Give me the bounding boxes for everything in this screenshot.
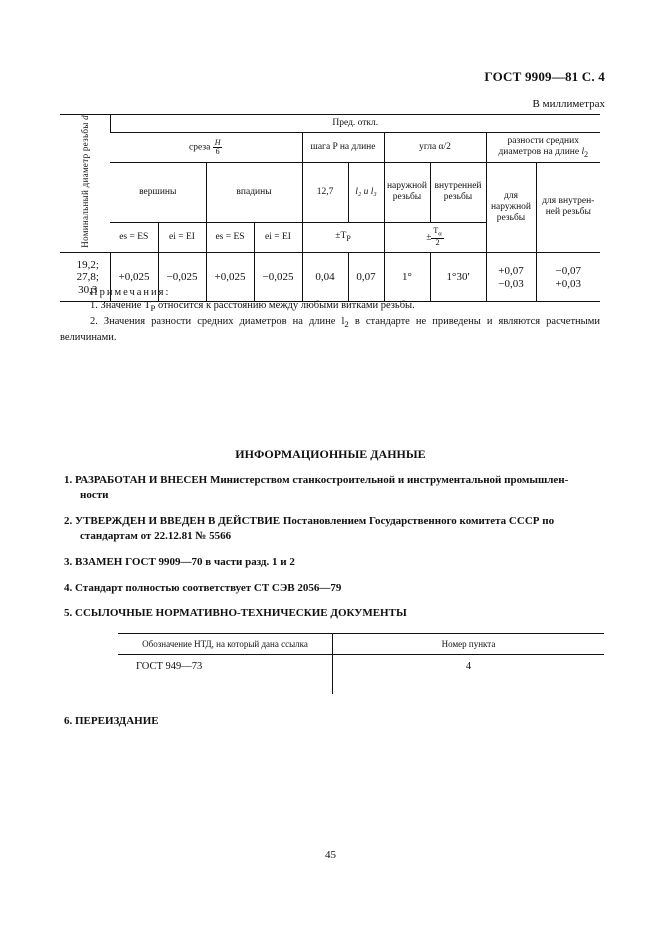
info-item-6: 6. ПЕРЕИЗДАНИЕ xyxy=(64,715,159,727)
vpadiny-ei: ei = EI xyxy=(254,222,302,252)
cell-shag-127: 0,04 xyxy=(302,252,348,301)
diameter-header: Номинальный диаметр резьбы d xyxy=(60,115,110,253)
info-item-4: 4. Стандарт полностью соответствует СТ СЭВ 2056—79 xyxy=(64,582,342,594)
page-header: ГОСТ 9909—81 С. 4 xyxy=(484,69,605,84)
cell-ugla-nar: 1° xyxy=(384,252,430,301)
vershiny-ei: ei = EI xyxy=(158,222,206,252)
notes xyxy=(60,286,600,344)
vershiny-header: вершины xyxy=(110,163,206,223)
ref-col-doc: Обозначение НТД, на который дана ссылка xyxy=(118,634,333,655)
shag-127: 12,7 xyxy=(302,163,348,223)
tolerance-table xyxy=(60,114,600,302)
cell-shag-l2l3: 0,07 xyxy=(348,252,384,301)
cell-vershiny-es: +0,025 xyxy=(110,252,158,301)
cell-razn-vnutr: −0,07 +0,03 xyxy=(536,252,600,301)
cell-vpadiny-ei: −0,025 xyxy=(254,252,302,301)
vpadiny-es: es = ES xyxy=(206,222,254,252)
note-2: 2. Значения разности средних диаметров на длине $l_2$ в стандарте не приведены и являются расчетными величинами. xyxy=(60,316,600,344)
ref-col-point: Номер пункта xyxy=(333,634,605,655)
cell-ugla-vnutr: 1°30' xyxy=(430,252,486,301)
razn-nar: для наружной резьбы xyxy=(486,163,536,253)
info-title: ИНФОРМАЦИОННЫЕ ДАННЫЕ xyxy=(235,447,426,461)
razn-vnutr: для внутрен-ней резьбы xyxy=(536,163,600,253)
cell-vershiny-ei: −0,025 xyxy=(158,252,206,301)
shag-header: шага P на длине xyxy=(302,133,384,163)
ugla-vnutr: внутренней резьбы xyxy=(430,163,486,223)
ugla-header: угла α/2 xyxy=(384,133,486,163)
shag-l2l3: l₂ и l₃ xyxy=(348,163,384,223)
info-item-3: 3. ВЗАМЕН ГОСТ 9909—70 в части разд. 1 и 2 xyxy=(64,556,295,568)
shag-tol: $\pm T_P$ xyxy=(302,222,384,252)
pred-header: Пред. откл. xyxy=(110,115,600,133)
ugla-nar: наружной резьбы xyxy=(384,163,430,223)
cell-razn-nar: +0,07 −0,03 xyxy=(486,252,536,301)
units-label: В миллиметрах xyxy=(532,98,605,110)
info-item-1: 1. РАЗРАБОТАН И ВНЕСЕН Министерством станкостроительной и инструментальной промышлен- ности xyxy=(64,474,569,501)
raznosti-header: разности средних диаметров на длине $l_2$ xyxy=(486,133,600,163)
info-item-2: 2. УТВЕРЖДЕН И ВВЕДЕН В ДЕЙСТВИЕ Постановлением Государственного комитета СССР по стандартам от 22.12.81 № 5566 xyxy=(64,515,555,542)
ref-doc: ГОСТ 949—73 xyxy=(136,661,203,672)
vpadiny-header: впадины xyxy=(206,163,302,223)
note-1: 1. Значение $T_P$ относится к расстоянию между любыми витками резьбы. xyxy=(90,300,415,314)
ugla-tol: ± $\frac{T_\alpha}{2}$ xyxy=(384,222,486,252)
vershiny-es: es = ES xyxy=(110,222,158,252)
srez-header: среза $\frac{H}{6}$ xyxy=(110,133,302,163)
page-number: 45 xyxy=(325,849,336,861)
ref-point: 4 xyxy=(333,655,605,695)
diameter-values: 19,2; 27,8; 30,3 xyxy=(60,252,110,301)
reference-table xyxy=(118,633,604,694)
notes-title: Примечания: xyxy=(90,287,171,298)
info-item-5: 5. ССЫЛОЧНЫЕ НОРМАТИВНО-ТЕХНИЧЕСКИЕ ДОКУМЕНТЫ xyxy=(64,607,407,619)
table-row xyxy=(118,655,604,695)
cell-vpadiny-es: +0,025 xyxy=(206,252,254,301)
